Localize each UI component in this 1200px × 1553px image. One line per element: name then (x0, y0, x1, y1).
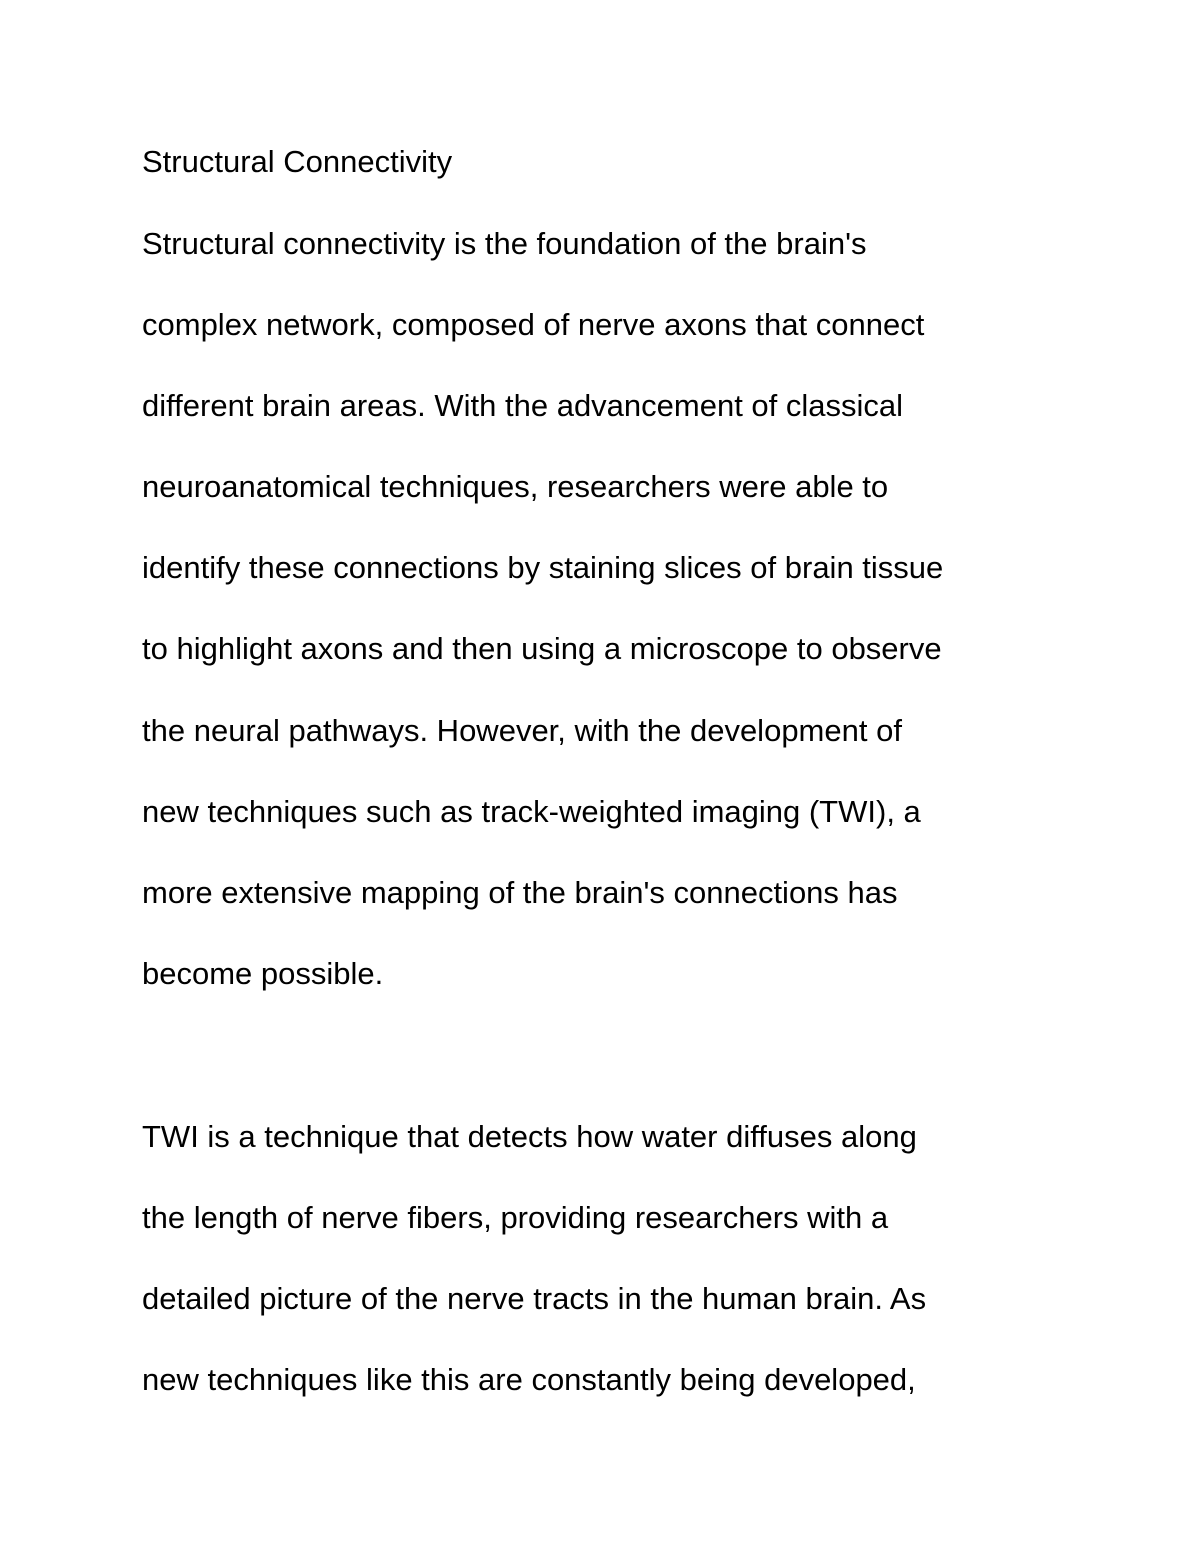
paragraph-1-line-2: complex network, composed of nerve axons that connect (142, 307, 925, 342)
paragraph-2-line-3: detailed picture of the nerve tracts in the human brain. As (142, 1281, 927, 1316)
paragraph-2-line-1: TWI is a technique that detects how water diffuses along (142, 1119, 917, 1154)
paragraph-1-line-10: become possible. (142, 956, 384, 991)
paragraph-1-line-5: identify these connections by staining slices of brain tissue (142, 550, 944, 585)
paragraph-2-line-4: new techniques like this are constantly being developed, (142, 1362, 916, 1397)
paragraph-1-line-4: neuroanatomical techniques, researchers were able to (142, 469, 889, 504)
paragraph-1-line-1: Structural connectivity is the foundation of the brain's (142, 226, 867, 261)
paragraph-1-line-6: to highlight axons and then using a microscope to observe (142, 631, 942, 666)
paragraph-1-line-8: new techniques such as track-weighted imaging (TWI), a (142, 794, 921, 829)
paragraph-1-line-7: the neural pathways. However, with the development of (142, 713, 902, 748)
paragraph-1-line-3: different brain areas. With the advancement of classical (142, 388, 904, 423)
paragraph-1-line-9: more extensive mapping of the brain's connections has (142, 875, 898, 910)
paragraph-2-line-2: the length of nerve fibers, providing researchers with a (142, 1200, 889, 1235)
document-heading: Structural Connectivity (142, 144, 453, 179)
